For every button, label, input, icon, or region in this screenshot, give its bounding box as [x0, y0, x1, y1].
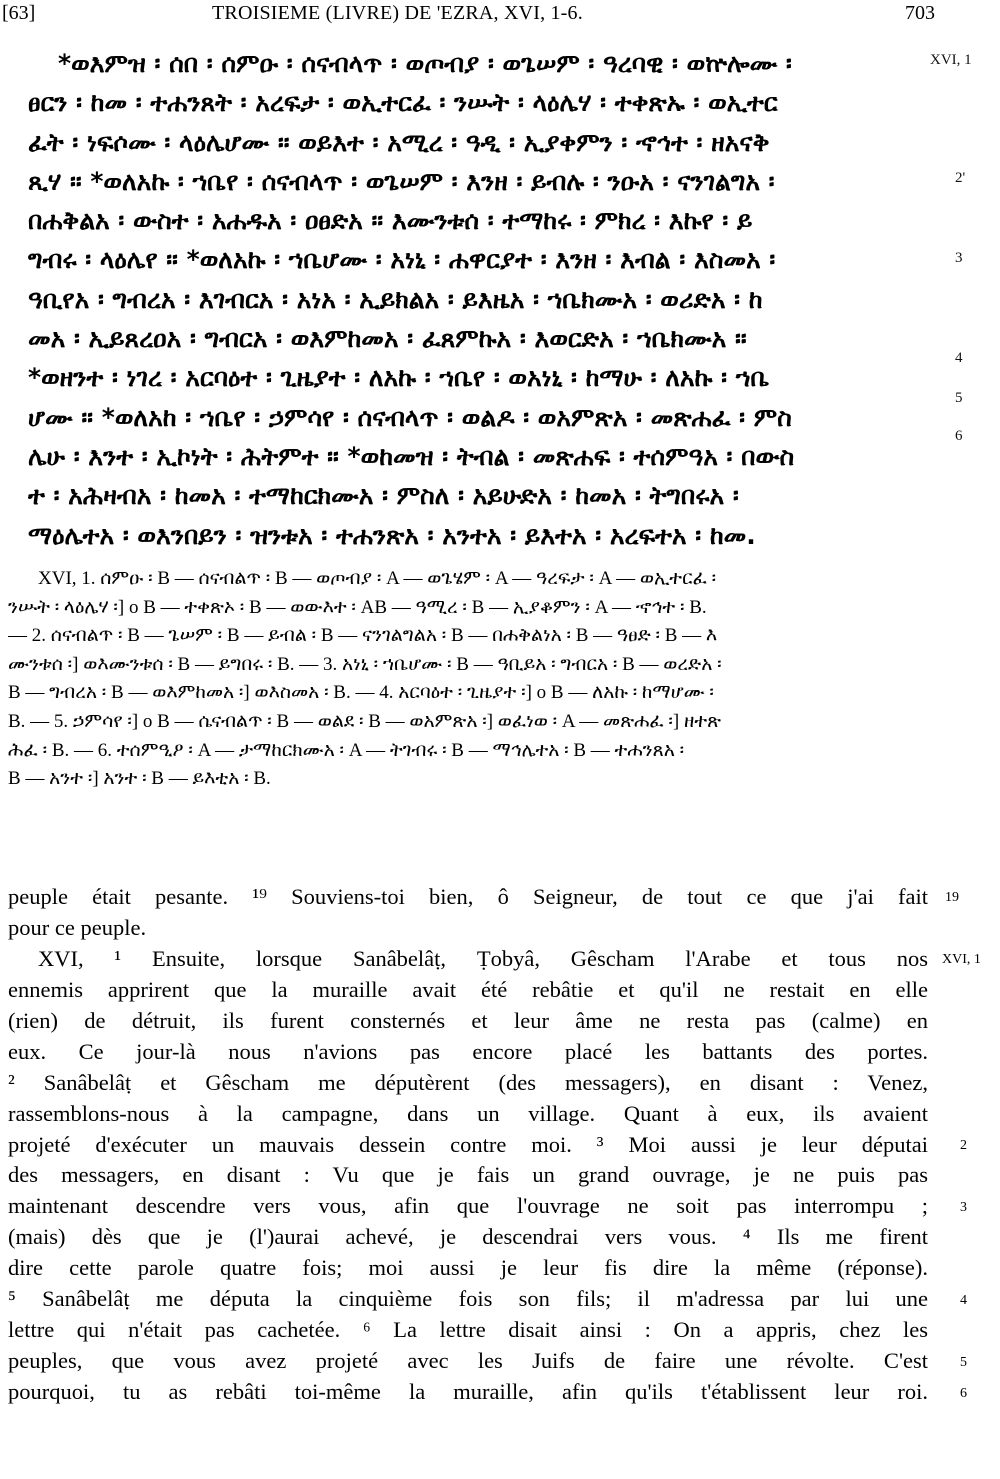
verse-ref-margin: 5 — [960, 1355, 967, 1370]
geez-line: *ወዘንተ ፡ ነገረ ፡ አርባዕተ ፡ ጊዜያተ ፡ ለአኩ ፡ ኀቤየ ፡ ወአነኒ ፡ ከማሁ ፡ ለአኩ ፡ ኀቤ — [28, 363, 770, 393]
translation-line: (mais) dès que je (l')aurai achevé, je descendrai vers vous. ⁴ Ils me firent — [8, 1224, 928, 1250]
translation-line: lettre qui n'était pas cachetée. ⁶ La lettre disait ainsi : On a appris, chez les — [8, 1317, 928, 1343]
apparatus-line: ሕፈ ፡ B. — 6. ተሰምዒዖ ፡ A — ታማከርክሙአ ፡ A — ትገብሩ ፡ B — ማኅሌተአ ፡ B — ተሐንጸአ ፡ — [8, 739, 685, 761]
verse-ref-margin: 19 — [945, 890, 959, 905]
apparatus-line: B. — 5. ኃምሳየ ፡] o B — ሴናብልጥ ፡ B — ወልደ ፡ B — ወአምጽአ ፡] ወፈነወ ፡ A — መጽሐፈ ፡] ዘተጽ — [8, 710, 722, 732]
translation-line: maintenant descendre vers vous, afin que l'ouvrage ne soit pas interrompu ; — [8, 1193, 928, 1219]
verse-ref-margin: 4 — [960, 1293, 967, 1308]
translation-line: eux. Ce jour-là nous n'avions pas encore placé les battants des portes. — [8, 1038, 928, 1064]
translation-line: rassemblons-nous à la campagne, dans un village. Quant à eux, ils avaient — [8, 1100, 928, 1126]
geez-line: ተ ፡ አሕዛብአ ፡ ከመአ ፡ ተማከርክሙአ ፡ ምስለ ፡ አይሁድአ ፡ ከመአ ፡ ትግበሩአ ፡ — [28, 481, 739, 511]
geez-line: ፈት ፡ ነፍሶሙ ፡ ላዕሌሆሙ ። ወይእተ ፡ አሚረ ፡ ዓዲ ፡ ኢያቀምን ፡ ኆኅተ ፡ ዘአናቅ — [28, 127, 770, 157]
verse-ref-margin: 2 — [960, 1138, 967, 1153]
translation-line: dire cette parole quatre fois; moi aussi je leur fis dire la même (réponse). — [8, 1255, 928, 1281]
verse-ref-margin: 6 — [955, 428, 963, 444]
translation-line: XVI, ¹ Ensuite, lorsque Sanâbelâṭ, Ṭobyâ, Gêscham l'Arabe et tous nos — [38, 945, 928, 971]
verse-ref-margin: 4 — [955, 350, 963, 366]
page-number: 703 — [905, 2, 935, 24]
geez-line: ዓቢየአ ፡ ግብረአ ፡ እገብርአ ፡ አነአ ፡ ኢይክልአ ፡ ይእዜአ ፡ ኀቤክሙአ ፡ ወሪድአ ፡ ከ — [28, 284, 763, 314]
translation-line: (rien) de détruit, ils furent consternés et leur âme ne resta pas (calme) en — [8, 1007, 928, 1033]
geez-line: ፀርን ፡ ከመ ፡ ተሐንጸት ፡ አረፍታ ፡ ወኢተርፈ ፡ ንሡት ፡ ላዕሌሃ ፡ ተቀጽኡ ፡ ወኢተር — [28, 88, 778, 118]
verse-ref-margin: 3 — [955, 250, 963, 266]
translation-line: peuple était pesante. ¹⁹ Souviens-toi bien, ô Seigneur, de tout ce que j'ai fait — [8, 884, 928, 909]
verse-ref-margin: 2' — [955, 170, 966, 186]
geez-line: *ወእምዝ ፡ ሰበ ፡ ሰምዑ ፡ ሰናብላጥ ፡ ወጦብያ ፡ ወጌሠም ፡ ዓረባዊ ፡ ወኵሎሙ ፡ — [58, 49, 792, 78]
verse-ref-margin: 5 — [955, 390, 963, 406]
apparatus-line: ንሡት ፡ ላዕሌሃ ፡] o B — ተቀጽኦ ፡ B — ወውእተ ፡ AB — ዓሚረ ፡ B — ኢያቆምን ፡ A — ኆኅተ ፡ B. — [8, 596, 707, 618]
translation-line: peuples, que vous avez projeté avec les Juifs de faire une révolte. C'est — [8, 1348, 928, 1374]
geez-line: በሐቅልአ ፡ ውስተ ፡ አሐዱአ ፡ ዐፀድአ ። እሙንቱሰ ፡ ተማከሩ ፡ ምክረ ፡ እኩየ ፡ ይ — [28, 206, 753, 236]
french-translation — [8, 882, 928, 1408]
verse-ref-margin: 6 — [960, 1386, 967, 1401]
verse-ref-margin: 3 — [960, 1200, 967, 1215]
apparatus-line: XVI, 1. ሰምዑ ፡ B — ሰናብልጥ ፡ B — ወጦብያ ፡ A — ወጌሄም ፡ A — ዓረፍታ ፡ A — ወኢተርፈ ፡ — [38, 568, 717, 589]
apparatus-line: B — አንተ ፡] አንተ ፡ B — ይእቲአ ፡ B. — [8, 768, 271, 790]
critical-apparatus — [8, 565, 933, 794]
apparatus-line: B — ግብረአ ፡ B — ወእምከመአ ፡] ወእስመአ ፡ B. — 4. አርባዕተ ፡ ጊዜያተ ፡] o B — ለአኩ ፡ ከማሆሙ ፡ — [8, 682, 714, 704]
running-title: TROISIEME (LIVRE) DE 'EZRA, XVI, 1-6. — [212, 2, 583, 24]
folio-bracket-number: [63] — [2, 2, 36, 24]
translation-line: pour ce peuple. — [8, 914, 147, 940]
geez-line: መአ ፡ ኢይጸረዐአ ፡ ግብርአ ፡ ወእምከመአ ፡ ፈጸምኩአ ፡ እወርድአ ፡ ኀቤክሙአ ። — [28, 324, 747, 354]
geez-line: ማዕሌተአ ፡ ወእንበይን ፡ ዝንቱአ ፡ ተሐንጽአ ፡ አንተአ ፡ ይእተአ ፡ አረፍተአ ፡ ከመ. — [28, 520, 756, 550]
verse-ref-margin: XVI, 1 — [942, 952, 981, 967]
translation-line: ennemis apprirent que la muraille avait été rebâtie et qu'il ne restait en elle — [8, 976, 928, 1002]
geez-text-block — [28, 44, 933, 555]
translation-line: ² Sanâbelâṭ et Gêscham me députèrent (des messagers), en disant : Venez, — [8, 1069, 928, 1095]
geez-line: ግብሩ ፡ ላዕሌየ ። *ወለአኩ ፡ ኀቤሆሙ ፡ አነኒ ፡ ሐዋርያተ ፡ እንዘ ፡ እብል ፡ እስመአ ፡ — [28, 245, 776, 275]
geez-line: ጺሃ ። *ወለአኩ ፡ ኀቤየ ፡ ሰናብላጥ ፡ ወጌሠም ፡ እንዘ ፡ ይብሉ ፡ ንዑአ ፡ ናንገልግአ ፡ — [28, 166, 775, 196]
verse-ref-margin: XVI, 1 — [930, 52, 972, 68]
translation-line: des messagers, en disant : Vu que je fais un grand ouvrage, je ne puis pas — [8, 1162, 928, 1188]
translation-line: ⁵ Sanâbelâṭ me députa la cinquième fois son fils; il m'adressa par lui une — [8, 1286, 928, 1312]
translation-line: projeté d'exécuter un mauvais dessein contre moi. ³ Moi aussi je leur députai — [8, 1131, 928, 1157]
apparatus-line: ሙንቱሰ ፡] ወእሙንቱሰ ፡ B — ይግበሩ ፡ B. — 3. አነኒ ፡ ኀቤሆሙ ፡ B — ዓቢይአ ፡ ግብርአ ፡ B — ወረድአ ፡ — [8, 653, 722, 675]
geez-line: ሆሙ ። *ወለአከ ፡ ኀቤየ ፡ ኃምሳየ ፡ ሰናብላጥ ፡ ወልዶ ፡ ወአምጽአ ፡ መጽሐፈ ፡ ምስ — [28, 402, 792, 432]
running-head — [0, 2, 1000, 32]
apparatus-line: — 2. ሰናብልጥ ፡ B — ጌሠም ፡ B — ይብል ፡ B — ናንገልግልአ ፡ B — በሐቅልነአ ፡ B — ዓፀድ ፡ B — እ — [8, 625, 718, 647]
geez-line: ሌሁ ፡ እንተ ፡ ኢኮነት ፡ ሕትምተ ። *ወከመዝ ፡ ትብል ፡ መጽሐፍ ፡ ተሰምዓአ ፡ በውስ — [28, 441, 795, 471]
translation-line: pourquoi, tu as rebâti toi-même la muraille, afin qu'ils t'établissent leur roi. — [8, 1379, 928, 1404]
